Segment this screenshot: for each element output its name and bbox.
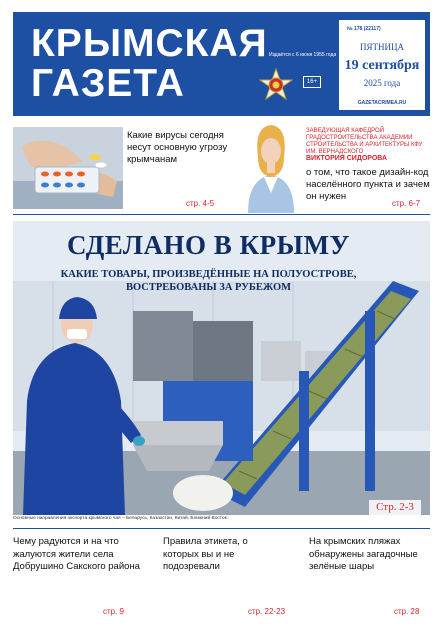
issue-weekday: ПЯТНИЦА (360, 42, 404, 52)
pills-photo (13, 127, 123, 209)
dobrushino-page-ref[interactable]: стр. 9 (103, 607, 125, 616)
feature-headline[interactable]: СДЕЛАНО В КРЫМУ (67, 230, 350, 260)
feature-photo (13, 221, 430, 515)
issue-info-box (339, 20, 425, 110)
feature-subhead-line1: КАКИЕ ТОВАРЫ, ПРОИЗВЕДЁННЫЕ НА ПОЛУОСТРОВЕ, (60, 269, 357, 280)
green-balls-page-ref[interactable]: стр. 28 (394, 607, 420, 616)
masthead (13, 12, 430, 116)
expert-portrait-photo (240, 117, 302, 213)
newspaper-title-line2: ГАЗЕТА (31, 62, 185, 105)
viruses-page-ref[interactable]: стр. 4-5 (186, 199, 215, 208)
tea-factory-illustration (13, 221, 430, 515)
viruses-teaser-text[interactable]: Какие вирусы сегодня несут основную угрозу крымчанам (127, 130, 228, 165)
bottom-divider (13, 528, 430, 529)
issue-number: № 178 (22117) (347, 26, 381, 32)
founded-note: Издаётся с 6 июня 1955 года (269, 52, 337, 58)
feature-subhead-line2: ВОСТРЕБОВАНЫ ЗА РУБЕЖОМ (125, 282, 292, 293)
website-link[interactable]: GAZETACRIMEA.RU (357, 100, 407, 106)
photo-caption: Основные направления экспорта крымского чая – Беларусь, Казахстан, Китай, Ближний Восток. (13, 516, 228, 521)
expert-name: ВИКТОРИЯ СИДОРОВА (306, 155, 388, 162)
newspaper-title-line1: КРЫМСКАЯ (31, 22, 268, 65)
expert-position: ЗАВЕДУЮЩАЯ КАФЕДРОЙ ГРАДОСТРОИТЕЛЬСТВА АКАДЕМИИ СТРОИТЕЛЬСТВА И АРХИТЕКТУРЫ КФУ ИМ. ВЕРНАДСКОГО (306, 128, 423, 155)
etiquette-page-ref[interactable]: стр. 22-23 (248, 607, 286, 616)
dobrushino-teaser-text[interactable]: Чему радуются и на что жалуются жители села Добрушино Сакского района (13, 536, 140, 572)
etiquette-teaser-text[interactable]: Правила этикета, о которых вы и не подозревали (163, 536, 248, 572)
design-code-teaser-text[interactable]: о том, что такое дизайн-код населённого пункта и зачем он нужен (306, 167, 430, 202)
feature-page-ref[interactable]: Стр. 2-3 (369, 500, 421, 515)
section-divider (13, 214, 430, 215)
green-balls-teaser-text[interactable]: На крымских пляжах обнаружены загадочные зелёные шары (309, 536, 418, 572)
age-rating-badge: 16+ (303, 76, 321, 88)
design-code-page-ref[interactable]: стр. 6-7 (392, 199, 421, 208)
order-emblem-icon (259, 68, 293, 102)
issue-year: 2025 года (363, 78, 401, 88)
issue-date: 19 сентября (344, 58, 420, 73)
